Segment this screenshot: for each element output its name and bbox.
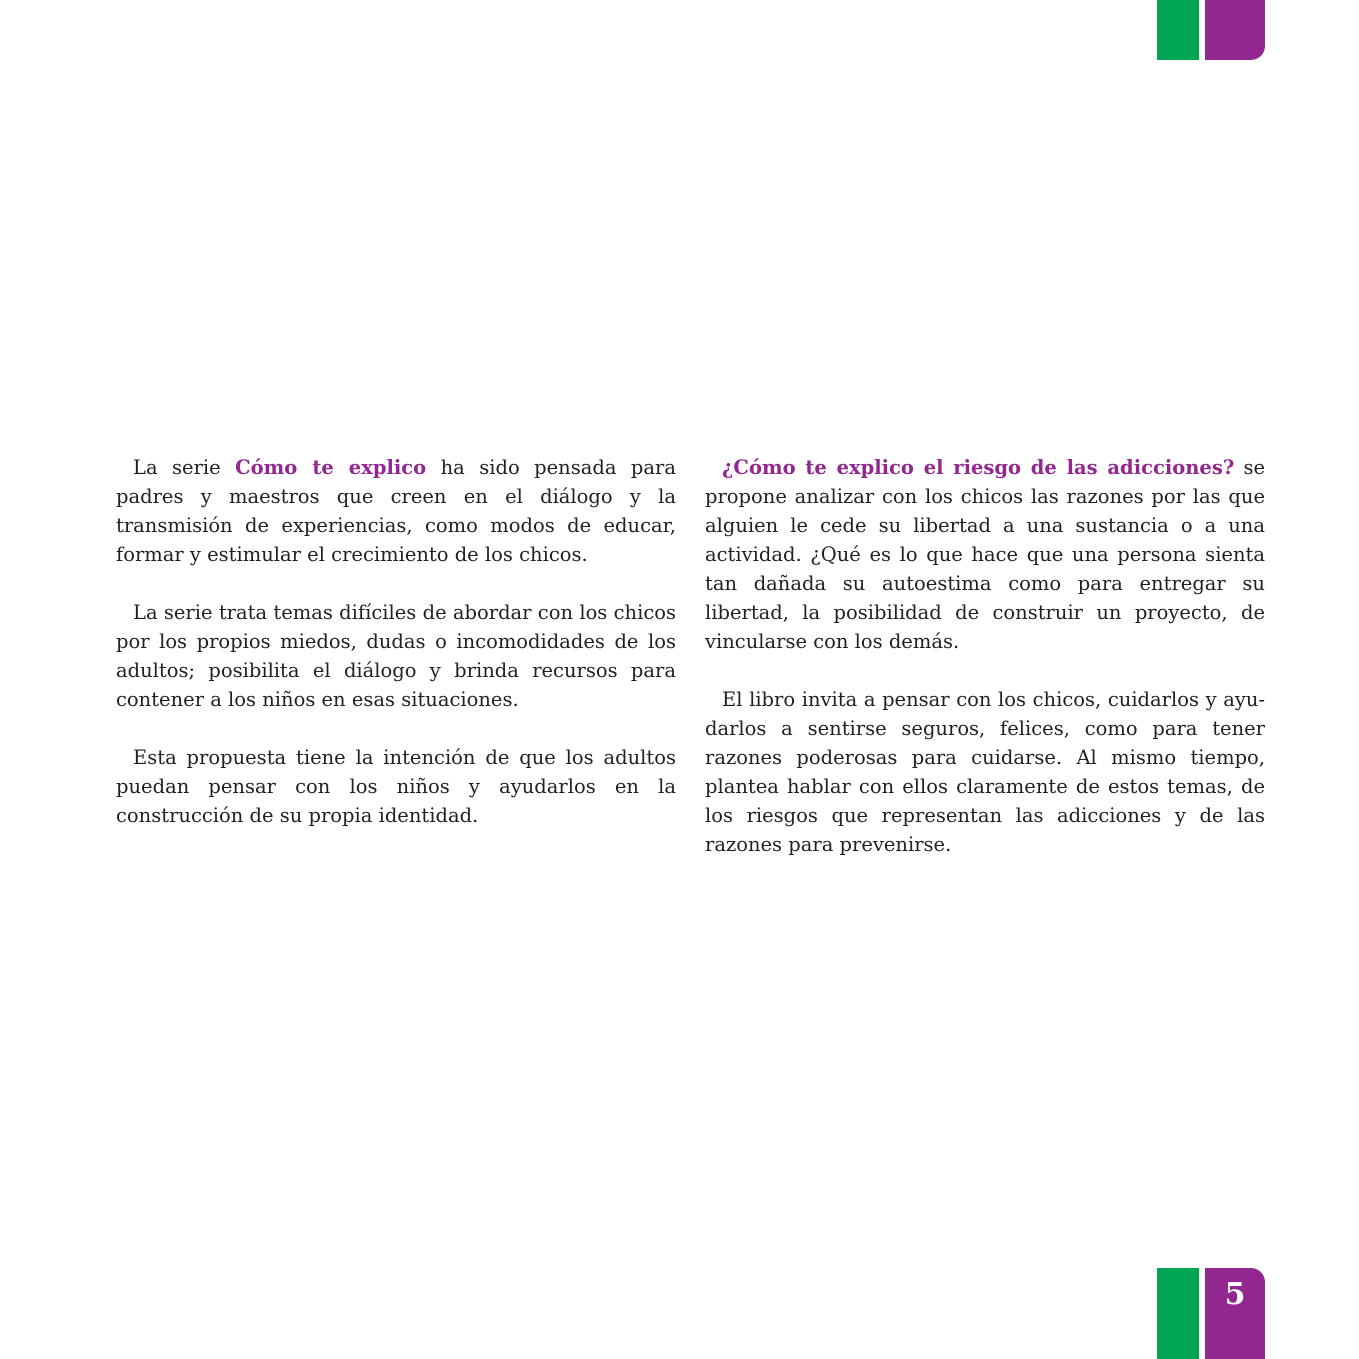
intro-paragraph: La serie Cómo te explico ha sido pensada para padres y maestros que creen en el diálogo y la transmisión de experiencias, como modos de educar, formar y estimular el crecimiento de los chicos.: [116, 456, 676, 566]
book-invitation-paragraph: El libro invita a pensar con los chicos, cuidarlos y ayudarlos a sentirse seguros, felices, como para tener razones poderosas para cuidarse. Al mismo tiempo, plantea hablar con ellos claramente de estos temas, de los riesgos que representan las adicciones y de las razones para prevenirse.: [705, 688, 1265, 856]
book-title: ¿Cómo te explico el riesgo de las adicciones?: [722, 456, 1235, 479]
corner-tab-green-top: [1157, 0, 1199, 60]
corner-tab-green-bottom: [1157, 1268, 1199, 1359]
right-column: [705, 453, 1265, 888]
page-number-tab: [1205, 1268, 1265, 1359]
book-purpose-paragraph: ¿Cómo te explico el riesgo de las adicciones? se propone analizar con los chicos las razones por las que alguien le cede su libertad a una sustancia o a una actividad. ¿Qué es lo que hace que una persona sienta tan dañada su autoestima como para entregar su libertad, la posibilidad de construir un proyecto, de vincularse con los demás.: [705, 456, 1265, 653]
proposal-paragraph: Esta propuesta tiene la intención de que los adultos puedan pensar con los niños y ayudarlos en la construcción de su propia identidad.: [116, 746, 676, 827]
page-number: 5: [1224, 1277, 1246, 1312]
corner-tab-purple-top: [1205, 0, 1265, 60]
series-title: Cómo te explico: [235, 456, 427, 479]
series-themes-paragraph: La serie trata temas difíciles de abordar con los chicos por los propios miedos, dudas o incomodidades de los adultos; posibilita el diálogo y brinda recursos para contener a los niños en esas situaciones.: [116, 601, 676, 711]
left-column: [116, 453, 676, 859]
